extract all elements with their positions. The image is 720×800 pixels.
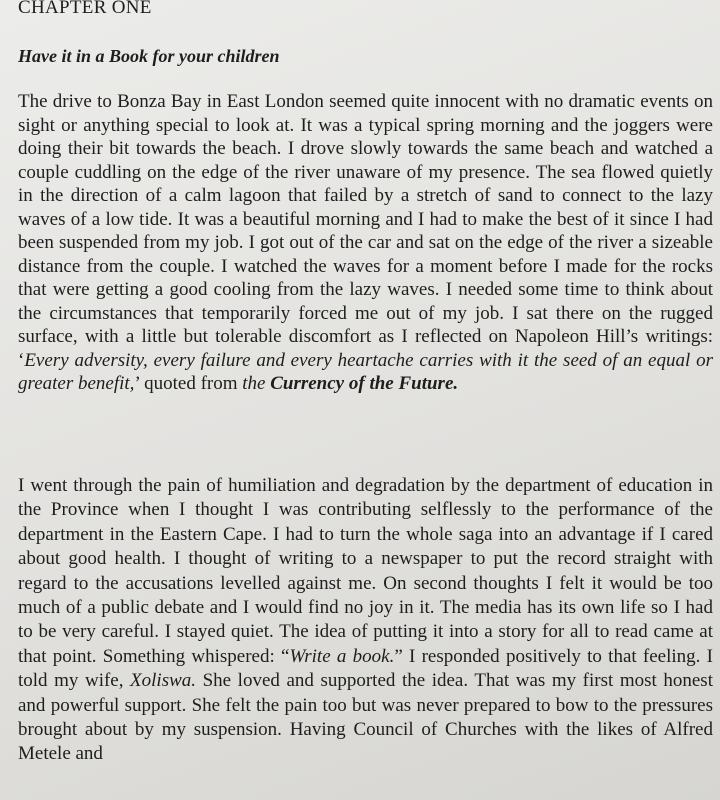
source-prefix: the — [242, 373, 266, 394]
chapter-label: CHAPTER ONE — [18, 0, 152, 18]
paragraph-2-response: ” I responded positively to that feeling. I told my wife, — [18, 645, 713, 692]
chapter-title: Have it in a Book for your children — [18, 46, 280, 66]
paragraph-2 — [18, 474, 713, 767]
napoleon-hill-quote: Every adversity, every failure and every heartache carries with it the seed of an equal or greater benefit, — [18, 349, 713, 394]
paragraph-2-cutoff-line: Council of Churches with the likes of Alfred Metele and — [18, 719, 713, 765]
wife-name: Xoliswa. — [130, 670, 197, 692]
paragraph-1 — [18, 90, 713, 396]
paragraph-2-text: I went through the pain of humiliation and degradation by the department of education in the Province when I thought I was contributing selflessly to the performance of the department in the Eastern Cape. I had to turn the whole saga into an advantage if I cared about good health. I thought of writing to a newspaper to put the record straight with regard to the accusations levelled against me. On second thoughts I felt it would be too much of a public debate and I would find no joy in it. The media has its own life so I had to be very careful. I stayed quiet. The idea of putting it into a story for all to read came at that point. Something whispered: “ — [18, 475, 713, 667]
paragraph-1-quoted-from: ’ quoted from — [134, 373, 243, 394]
whisper-quote: Write a book. — [289, 645, 395, 667]
source-title: Currency of the Future. — [270, 373, 459, 394]
paragraph-1-text: The drive to Bonza Bay in East London seemed quite innocent with no dramatic events on sight or anything special to look at. It was a typical spring morning and the joggers were doing their bit towards the beach. I drove slowly towards the same beach and watched a couple cuddling on the edge of the river unaware of my presence. The sea flowed quietly in the direction of a calm lagoon that failed by a stretch of sand to connect to the lazy waves of a low tide. It was a beautiful morning and I had to make the best of it since I had been suspended from my job. I got out of the car and sat on the edge of the river a sizeable distance from the couple. I watched the waves for a moment before I made for the rocks that were getting a good cooling from the lazy waves. I needed some time to think about the circumstances that temporarily forced me out of my job. I sat there on the rugged surface, with a little but tolerable discomfort as I reflected on Napoleon Hill’s writings: ‘ — [18, 91, 713, 371]
paragraph-2-continuation: She loved and supported the idea. That was my first most honest and powerful support. She felt the pain too but was never prepared to bow to the pressures brought about by my suspension. Having — [18, 670, 713, 741]
